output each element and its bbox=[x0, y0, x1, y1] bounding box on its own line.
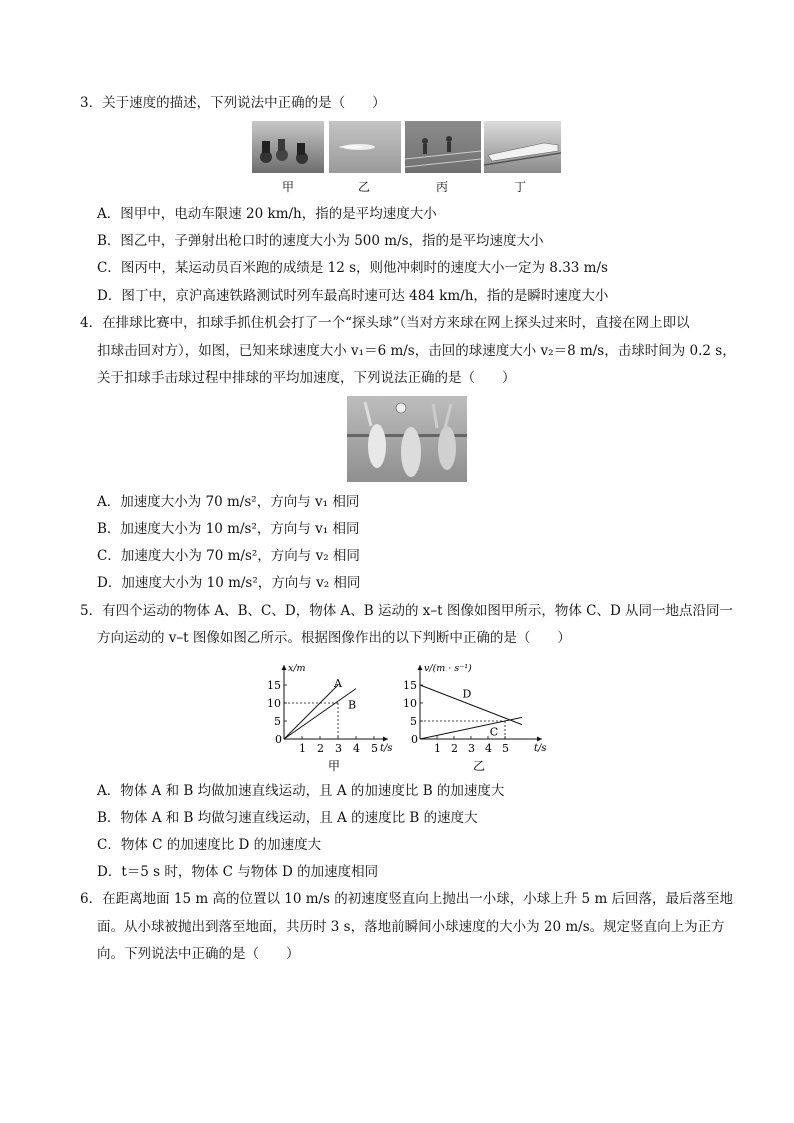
chart-yi-ytick-label: 5 bbox=[410, 715, 417, 728]
caption-bing: 丙 bbox=[435, 180, 448, 194]
q3-option-a: A．图甲中，电动车限速 20 km/h，指的是平均速度大小 bbox=[97, 206, 437, 222]
chart-jia-xtick-label: 4 bbox=[353, 742, 360, 755]
chart-yi-xtick-label: 1 bbox=[434, 742, 441, 755]
q4-option-d: D．加速度大小为 10 m/s²，方向与 v₂ 相同 bbox=[97, 575, 361, 591]
q6-line2: 面。从小球被抛出到落至地面，共历时 3 s，落地前瞬间小球速度的大小为 20 m/s。规定竖直向上为正方 bbox=[97, 919, 725, 935]
q3-stem: 3．关于速度的描述，下列说法中正确的是（ ） bbox=[80, 95, 386, 111]
q4-option-c: C．加速度大小为 70 m/s²，方向与 v₂ 相同 bbox=[97, 548, 360, 564]
chart-yi-ytick-label: 10 bbox=[403, 697, 417, 710]
chart-yi-ytick-label: 15 bbox=[403, 679, 417, 692]
chart-jia-title: 甲 bbox=[328, 759, 341, 773]
caption-yi: 乙 bbox=[357, 180, 370, 194]
q4-option-b: B．加速度大小为 10 m/s²，方向与 v₁ 相同 bbox=[97, 521, 360, 537]
chart-yi-xtick-label: 5 bbox=[502, 742, 509, 755]
q5-option-c: C．物体 C 的加速度比 D 的加速度大 bbox=[97, 837, 322, 853]
photo-bing-runners bbox=[405, 121, 481, 173]
chart-yi-y-arrow bbox=[418, 665, 423, 670]
chart-jia-ytick-label: 15 bbox=[267, 679, 281, 692]
q6-line1: 6．在距离地面 15 m 高的位置以 10 m/s 的初速度竖直向上抛出一小球，小球上升 5 m 后回落，最后落至地 bbox=[80, 891, 734, 907]
photo-jia-ebike bbox=[252, 121, 324, 173]
q6-line3: 向。下列说法中正确的是（ ） bbox=[97, 946, 300, 962]
chart-yi-ylabel: v/(m · s⁻¹) bbox=[424, 663, 472, 674]
chart-yi-label-d: D bbox=[462, 687, 472, 701]
chart-jia-xtick-label: 1 bbox=[299, 742, 306, 755]
chart-jia-x-arrow bbox=[383, 737, 388, 742]
q3-option-d: D．图丁中，京沪高速铁路测试时列车最高时速可达 484 km/h，指的是瞬时速度大小 bbox=[97, 288, 609, 304]
q4-option-a: A．加速度大小为 70 m/s²，方向与 v₁ 相同 bbox=[97, 494, 360, 510]
chart-yi-origin: 0 bbox=[411, 733, 418, 746]
q4-stem-line3: 关于扣球手击球过程中排球的平均加速度，下列说法正确的是（ ） bbox=[97, 370, 516, 386]
chart-jia-xtick-label: 3 bbox=[335, 742, 342, 755]
chart-yi bbox=[400, 655, 550, 777]
chart-yi-xtick-label: 2 bbox=[451, 742, 458, 755]
chart-jia-origin: 0 bbox=[275, 733, 282, 746]
chart-yi-xtick-label: 3 bbox=[468, 742, 475, 755]
caption-jia: 甲 bbox=[281, 180, 294, 194]
chart-jia-series-a bbox=[284, 685, 338, 739]
caption-ding: 丁 bbox=[513, 180, 526, 194]
chart-jia bbox=[258, 655, 398, 777]
photo-ding-train bbox=[484, 121, 561, 173]
q4-stem-line2: 扣球击回对方），如图，已知来球速度大小 v₁＝6 m/s，击回的球速度大小 v₂＝8 m/s，击球时间为 0.2 s， bbox=[97, 343, 736, 359]
q5-stem-line1: 5．有四个运动的物体 A、B、C、D，物体 A、B 运动的 x–t 图像如图甲所示，物体 C、D 从同一地点沿同一 bbox=[80, 603, 734, 619]
chart-jia-xlabel: t/s bbox=[380, 743, 393, 754]
chart-yi-xlabel: t/s bbox=[534, 743, 547, 754]
chart-jia-ytick-label: 10 bbox=[267, 697, 281, 710]
q5-option-b: B．物体 A 和 B 均做匀速直线运动，且 A 的速度比 B 的速度大 bbox=[97, 810, 478, 826]
chart-jia-ylabel: x/m bbox=[288, 663, 306, 674]
chart-jia-ytick-label: 5 bbox=[274, 715, 281, 728]
chart-jia-xtick-label: 5 bbox=[371, 742, 378, 755]
chart-jia-label-a: A bbox=[334, 677, 342, 690]
q3-option-c: C．图丙中，某运动员百米跑的成绩是 12 s，则他冲刺时的速度大小一定为 8.33 m/s bbox=[97, 260, 608, 276]
q4-stem-line1: 4．在排球比赛中，扣球手抓住机会打了一个“探头球”（当对方来球在网上探头过来时，直接在网上即以 bbox=[80, 315, 690, 331]
chart-jia-y-arrow bbox=[282, 665, 287, 670]
chart-yi-x-arrow bbox=[537, 737, 542, 742]
q5-stem-line2: 方向运动的 v–t 图像如图乙所示。根据图像作出的以下判断中正确的是（ ） bbox=[97, 630, 571, 646]
q5-option-d: D．t＝5 s 时，物体 C 与物体 D 的加速度相同 bbox=[97, 864, 379, 880]
chart-yi-series-c bbox=[420, 717, 522, 739]
photo-yi-bullet bbox=[329, 121, 401, 173]
chart-yi-label-c: C bbox=[489, 725, 499, 739]
chart-yi-xtick-label: 4 bbox=[485, 742, 492, 755]
chart-jia-series-b bbox=[284, 689, 356, 739]
q5-option-a: A．物体 A 和 B 均做加速直线运动，且 A 的加速度比 B 的加速度大 bbox=[97, 783, 505, 799]
chart-jia-xtick-label: 2 bbox=[317, 742, 324, 755]
photo-volleyball bbox=[347, 396, 467, 482]
chart-yi-title: 乙 bbox=[473, 759, 486, 773]
q3-option-b: B．图乙中，子弹射出枪口时的速度大小为 500 m/s，指的是平均速度大小 bbox=[97, 233, 544, 249]
chart-jia-label-b: B bbox=[348, 698, 357, 712]
